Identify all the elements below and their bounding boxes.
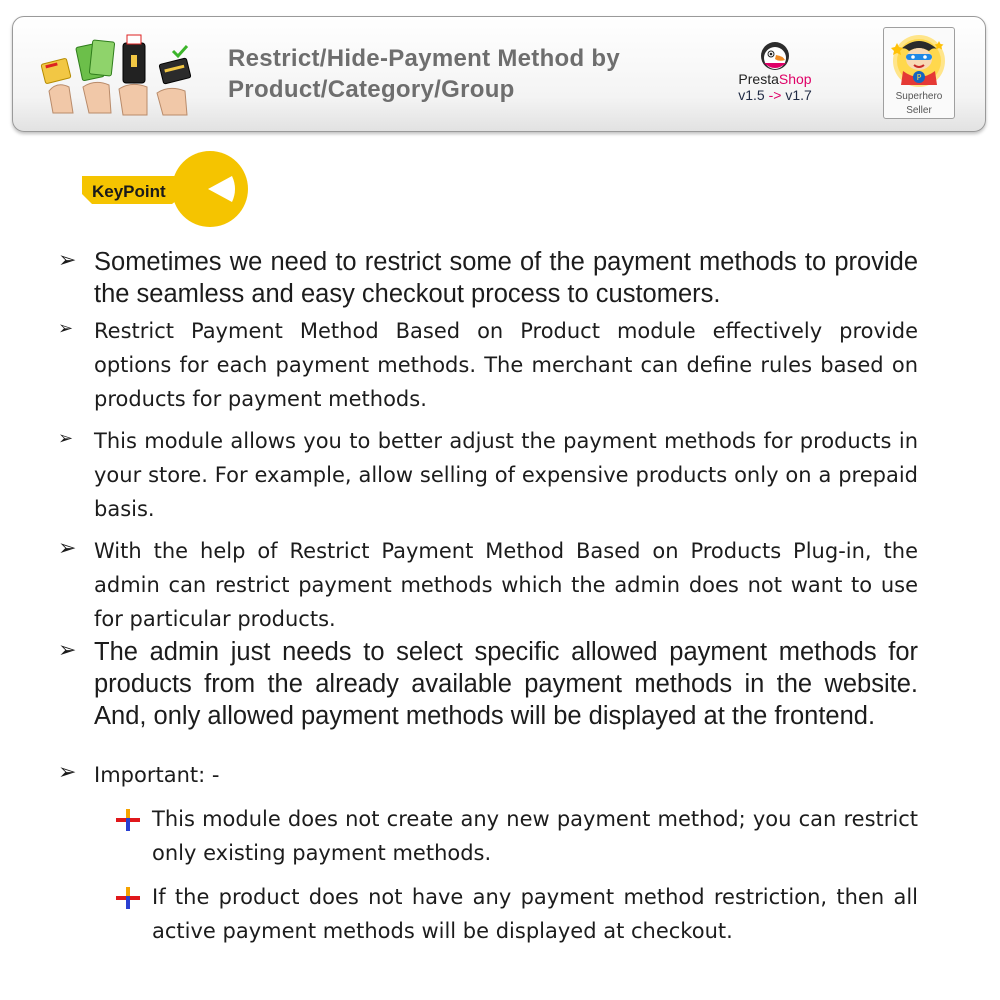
note-text: This module does not create any new payment method; you can restrict only existing payment methods.	[152, 807, 918, 865]
superhero-seller-badge	[883, 27, 955, 119]
important-note	[58, 880, 918, 948]
arrow-bullet-icon: ➢	[58, 318, 74, 339]
keypoint-label: KeyPoint	[92, 182, 166, 201]
badge-line-1: Superhero	[895, 91, 943, 102]
list-item	[58, 636, 918, 732]
page-title	[228, 43, 698, 105]
list-item	[58, 424, 918, 526]
title-line-2: Product/Category/Group	[228, 76, 515, 103]
important-note	[58, 802, 918, 870]
cross-bullet-icon	[116, 809, 140, 831]
note-text: If the product does not have any payment method restriction, then all active payment methods will be displayed at checkout.	[152, 885, 918, 943]
cross-bullet-icon	[116, 887, 140, 909]
important-label: Important: -	[94, 763, 220, 787]
point-text: This module allows you to better adjust the payment methods for products in your store. For example, allow selling of expensive products only on a prepaid basis.	[94, 429, 918, 521]
important-heading	[58, 758, 918, 792]
arrow-bullet-icon: ➢	[58, 428, 74, 449]
superhero-mascot-icon	[889, 33, 949, 89]
version-range: v1.5 -> v1.7	[738, 87, 812, 103]
point-text: With the help of Restrict Payment Method Based on Products Plug-in, the admin can restrict payment methods which the admin does not want to use for particular products.	[94, 539, 918, 631]
point-text: Restrict Payment Method Based on Product module effectively provide options for each payment methods. The merchant can define rules based on products for payment methods.	[94, 319, 918, 411]
point-text: Sometimes we need to restrict some of the payment methods to provide the seamless and easy checkout process to customers.	[94, 248, 918, 308]
prestashop-puffin-icon	[758, 41, 792, 71]
arrow-bullet-icon: ➢	[58, 248, 77, 273]
point-text: The admin just needs to select specific allowed payment methods for products from the already available payment methods in the website. And, only allowed payment methods will be displayed at the frontend.	[94, 638, 918, 730]
list-item	[58, 314, 918, 416]
arrow-bullet-icon: ➢	[58, 638, 77, 663]
prestashop-name: PrestaShop	[738, 71, 812, 87]
feature-list	[58, 246, 918, 958]
header-banner	[12, 16, 986, 132]
arrow-bullet-icon: ➢	[58, 536, 77, 561]
list-item	[58, 534, 918, 636]
key-icon	[80, 148, 250, 230]
prestashop-logo	[725, 41, 825, 121]
hands-holding-payment-cards-icon	[39, 31, 199, 121]
badge-line-2: Seller	[906, 105, 932, 116]
arrow-bullet-icon: ➢	[58, 760, 77, 785]
title-line-1: Restrict/Hide-Payment Method by	[228, 45, 621, 72]
list-item	[58, 246, 918, 310]
svg-text:P: P	[916, 73, 922, 82]
